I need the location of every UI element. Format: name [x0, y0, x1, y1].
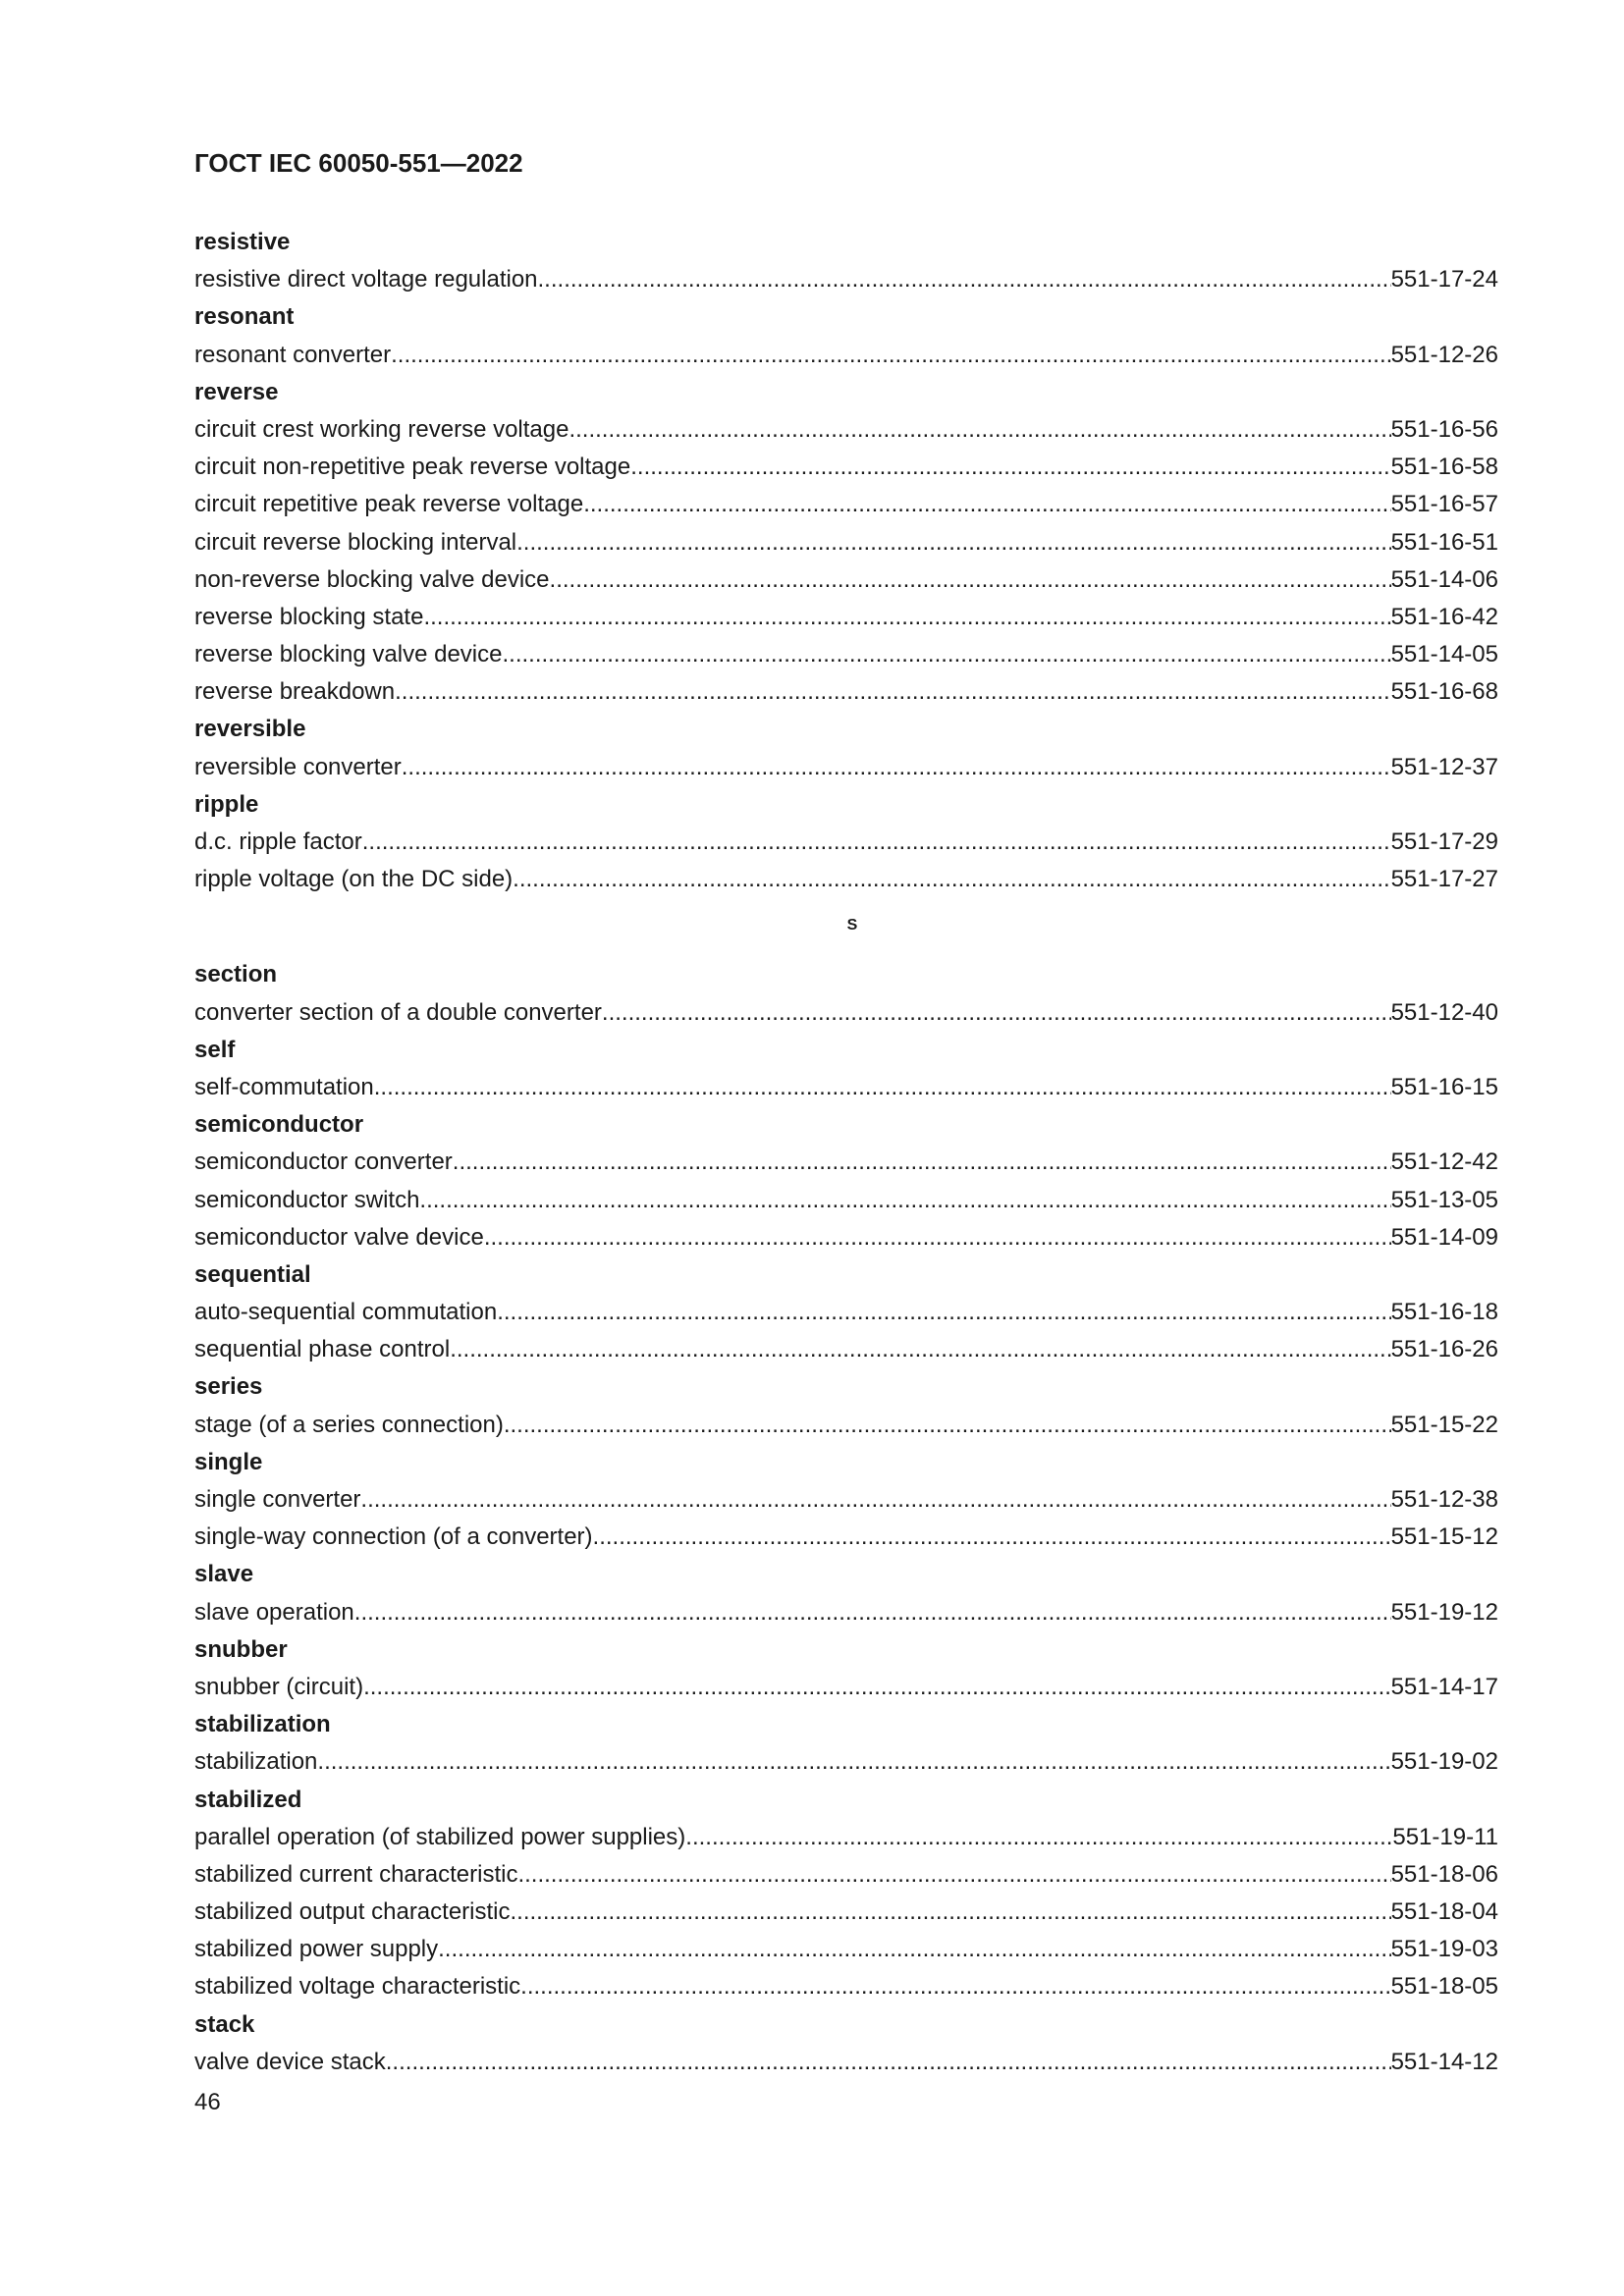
- index-entry: [194, 1407, 1498, 1444]
- entry-reference: 551-14-06: [1390, 565, 1498, 593]
- index-entry: [194, 1481, 1498, 1519]
- entry-reference: 551-18-05: [1390, 1973, 1498, 2001]
- dot-leader: [391, 337, 1390, 374]
- index-entry: [194, 1594, 1498, 1631]
- entry-reference: 551-17-29: [1390, 828, 1498, 855]
- entry-term: semiconductor switch: [194, 1186, 420, 1213]
- entry-reference: 551-18-06: [1390, 1860, 1498, 1888]
- entry-term: parallel operation (of stabilized power supplies): [194, 1823, 686, 1850]
- index-keyword: resistive: [194, 229, 291, 255]
- entry-term: auto-sequential commutation: [194, 1299, 498, 1326]
- entry-reference: 551-19-02: [1390, 1748, 1498, 1776]
- dot-leader: [362, 824, 1391, 861]
- index-entry: [194, 1819, 1498, 1856]
- dot-leader: [568, 411, 1390, 449]
- index-entry: [194, 411, 1498, 449]
- index-entry: [194, 1069, 1498, 1106]
- dot-leader: [386, 2044, 1391, 2081]
- entry-reference: 551-12-26: [1390, 341, 1498, 368]
- dot-leader: [395, 673, 1390, 711]
- index-entry: [194, 861, 1498, 898]
- entry-reference: 551-17-24: [1390, 266, 1498, 294]
- index-keyword: stabilization: [194, 1711, 331, 1738]
- index-entry: [194, 1931, 1498, 1968]
- document-header: ГОСТ IEC 60050-551—2022: [194, 148, 523, 178]
- entry-term: d.c. ripple factor: [194, 828, 362, 855]
- entry-reference: 551-16-42: [1390, 603, 1498, 630]
- index-entry: [194, 561, 1498, 599]
- entry-reference: 551-15-12: [1390, 1523, 1498, 1551]
- index-keyword: slave: [194, 1561, 254, 1588]
- entry-reference: 551-14-12: [1390, 2048, 1498, 2075]
- entry-reference: 551-12-40: [1390, 998, 1498, 1026]
- entry-term: circuit non-repetitive peak reverse voltage: [194, 454, 631, 481]
- index-entry: [194, 749, 1498, 786]
- entry-term: converter section of a double converter: [194, 998, 602, 1026]
- entry-reference: 551-16-15: [1390, 1073, 1498, 1100]
- entry-reference: 551-16-56: [1390, 415, 1498, 443]
- entry-reference: 551-14-09: [1390, 1223, 1498, 1251]
- index-entry: [194, 1743, 1498, 1781]
- index-keyword: sequential: [194, 1260, 311, 1288]
- index-entry: [194, 1669, 1498, 1706]
- entry-term: stabilized voltage characteristic: [194, 1973, 521, 2001]
- dot-leader: [517, 1856, 1390, 1894]
- index-entry: [194, 261, 1498, 298]
- dot-leader: [497, 1294, 1390, 1331]
- entry-reference: 551-19-03: [1390, 1936, 1498, 1963]
- entry-reference: 551-18-04: [1390, 1898, 1498, 1926]
- index-keyword: resonant: [194, 303, 295, 331]
- entry-term: stage (of a series connection): [194, 1411, 504, 1438]
- entry-term: resistive direct voltage regulation: [194, 266, 538, 294]
- index-entry: [194, 1856, 1498, 1894]
- entry-reference: 551-16-26: [1390, 1336, 1498, 1363]
- index-entry: [194, 524, 1498, 561]
- dot-leader: [513, 861, 1390, 898]
- dot-leader: [685, 1819, 1392, 1856]
- entry-reference: 551-12-38: [1390, 1486, 1498, 1513]
- entry-term: semiconductor converter: [194, 1148, 453, 1176]
- index-keyword: stabilized: [194, 1786, 302, 1813]
- index-keyword: reversible: [194, 716, 306, 743]
- entry-term: stabilization: [194, 1748, 318, 1776]
- index-keyword: series: [194, 1373, 263, 1401]
- index-entry: [194, 1894, 1498, 1931]
- dot-leader: [363, 1669, 1391, 1706]
- dot-leader: [484, 1219, 1391, 1256]
- index-entry: [194, 994, 1498, 1032]
- entry-reference: 551-19-11: [1392, 1823, 1498, 1850]
- entry-reference: 551-13-05: [1390, 1186, 1498, 1213]
- entry-reference: 551-12-37: [1390, 753, 1498, 780]
- dot-leader: [450, 1331, 1390, 1368]
- entry-term: snubber (circuit): [194, 1673, 364, 1700]
- index-entry: [194, 673, 1498, 711]
- index-keyword: stack: [194, 2010, 255, 2038]
- entry-term: reverse blocking state: [194, 603, 424, 630]
- entry-term: stabilized power supply: [194, 1936, 439, 1963]
- entry-term: stabilized output characteristic: [194, 1898, 511, 1926]
- index-entry: [194, 1294, 1498, 1331]
- entry-reference: 551-16-58: [1390, 454, 1498, 481]
- index-keyword: snubber: [194, 1635, 288, 1663]
- entry-term: reversible converter: [194, 753, 402, 780]
- index-entry: [194, 337, 1498, 374]
- dot-leader: [453, 1144, 1391, 1181]
- entry-reference: 551-14-17: [1390, 1673, 1498, 1700]
- index-entry: [194, 1968, 1498, 2005]
- entry-term: self-commutation: [194, 1073, 374, 1100]
- entry-reference: 551-19-12: [1390, 1598, 1498, 1626]
- entry-term: single converter: [194, 1486, 361, 1513]
- dot-leader: [423, 599, 1390, 636]
- dot-leader: [583, 486, 1390, 523]
- dot-leader: [538, 261, 1391, 298]
- entry-term: valve device stack: [194, 2048, 386, 2075]
- entry-term: slave operation: [194, 1598, 354, 1626]
- entry-term: ripple voltage (on the DC side): [194, 866, 514, 893]
- index-entry: [194, 486, 1498, 523]
- entry-term: circuit crest working reverse voltage: [194, 415, 569, 443]
- entry-term: circuit reverse blocking interval: [194, 528, 517, 556]
- dot-leader: [317, 1743, 1390, 1781]
- entry-reference: 551-16-51: [1390, 528, 1498, 556]
- index-entry: [194, 636, 1498, 673]
- section-letter: S: [846, 917, 858, 934]
- dot-leader: [520, 1968, 1390, 2005]
- entry-term: sequential phase control: [194, 1336, 451, 1363]
- dot-leader: [516, 524, 1390, 561]
- dot-leader: [402, 749, 1391, 786]
- dot-leader: [503, 636, 1391, 673]
- entry-reference: 551-16-18: [1390, 1299, 1498, 1326]
- index-keyword: semiconductor: [194, 1111, 364, 1139]
- entry-term: non-reverse blocking valve device: [194, 565, 550, 593]
- dot-leader: [550, 561, 1391, 599]
- entry-term: resonant converter: [194, 341, 392, 368]
- index-keyword: single: [194, 1448, 263, 1475]
- dot-leader: [504, 1407, 1391, 1444]
- dot-leader: [419, 1182, 1390, 1219]
- index-entry: [194, 1519, 1498, 1556]
- entry-reference: 551-16-68: [1390, 678, 1498, 706]
- page-number: 46: [194, 2089, 221, 2115]
- dot-leader: [354, 1594, 1391, 1631]
- dot-leader: [602, 994, 1391, 1032]
- entry-term: reverse breakdown: [194, 678, 396, 706]
- entry-term: stabilized current characteristic: [194, 1860, 518, 1888]
- entry-term: single-way connection (of a converter): [194, 1523, 593, 1551]
- entry-reference: 551-14-05: [1390, 641, 1498, 668]
- dot-leader: [374, 1069, 1391, 1106]
- entry-reference: 551-15-22: [1390, 1411, 1498, 1438]
- index-entry: [194, 449, 1498, 486]
- entry-term: reverse blocking valve device: [194, 641, 503, 668]
- dot-leader: [630, 449, 1390, 486]
- index-keyword: section: [194, 961, 278, 988]
- index-entry: [194, 599, 1498, 636]
- index-entry: [194, 2044, 1498, 2081]
- entry-term: circuit repetitive peak reverse voltage: [194, 491, 584, 518]
- entry-reference: 551-12-42: [1390, 1148, 1498, 1176]
- entry-reference: 551-17-27: [1390, 866, 1498, 893]
- dot-leader: [511, 1894, 1391, 1931]
- index-entry: [194, 1182, 1498, 1219]
- term-index: [194, 224, 1498, 2081]
- index-entry: [194, 1331, 1498, 1368]
- dot-leader: [438, 1931, 1390, 1968]
- entry-term: semiconductor valve device: [194, 1223, 484, 1251]
- dot-leader: [360, 1481, 1390, 1519]
- dot-leader: [593, 1519, 1391, 1556]
- index-entry: [194, 824, 1498, 861]
- index-keyword: ripple: [194, 790, 259, 818]
- index-keyword: self: [194, 1036, 236, 1063]
- index-entry: [194, 1219, 1498, 1256]
- index-entry: [194, 1144, 1498, 1181]
- index-keyword: reverse: [194, 378, 279, 405]
- entry-reference: 551-16-57: [1390, 491, 1498, 518]
